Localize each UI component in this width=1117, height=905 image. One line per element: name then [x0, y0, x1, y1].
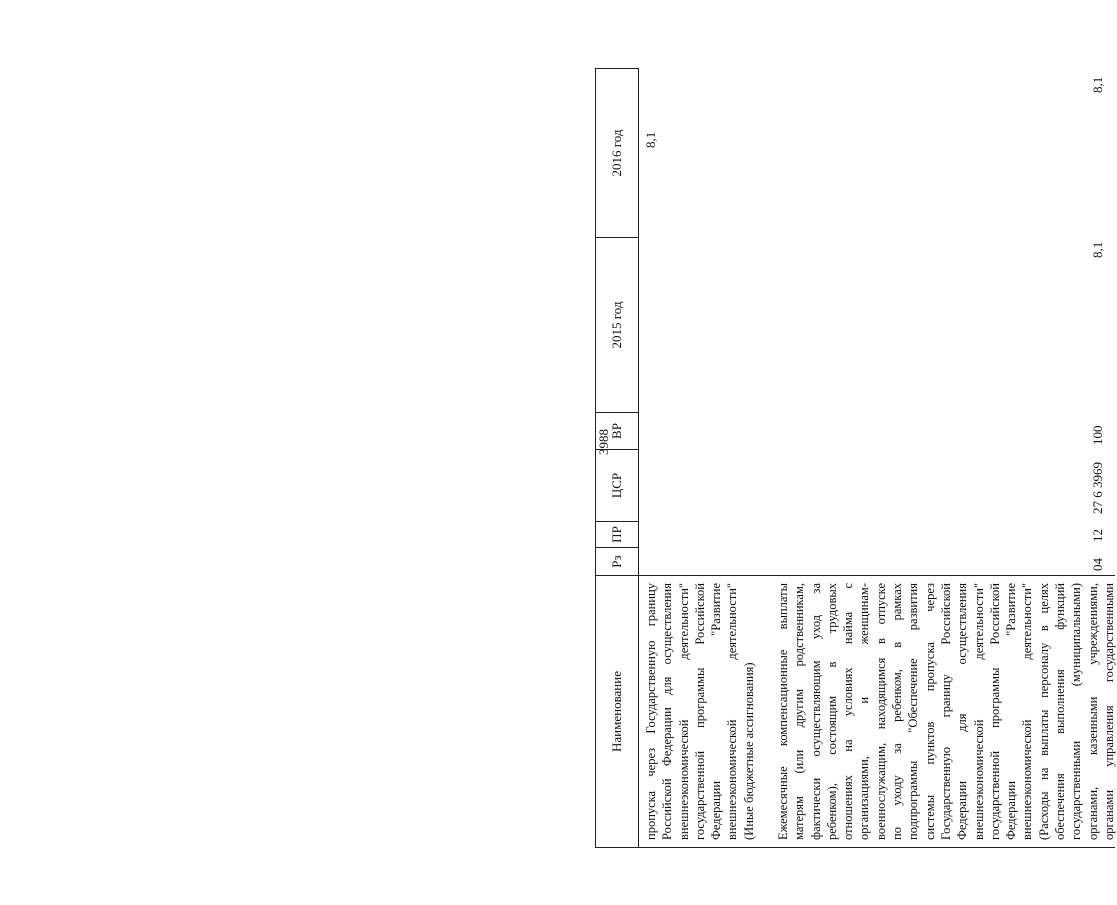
- row-1-line-1: пропуска через Государственную границу: [644, 583, 658, 840]
- row-2-line-11: Государственную границу Российской: [938, 583, 953, 840]
- row-2-line-21: органами управления государственными: [1101, 583, 1116, 840]
- header-vr: ВР: [596, 412, 638, 449]
- page-number: 3988: [596, 429, 611, 455]
- table-row-1-name: [643, 583, 757, 840]
- row-2-line-9: подпрограммы "Обеспечение развития: [906, 583, 921, 840]
- budget-table: [595, 68, 1115, 848]
- header-rz: Рз: [596, 547, 638, 575]
- row-2-value-pr: 12: [1090, 529, 1105, 542]
- table-body: [639, 68, 1115, 848]
- column-divider: [639, 575, 1115, 576]
- header-csr: ЦСР: [596, 449, 638, 521]
- row-1-line-5: Федерации "Развитие: [709, 583, 724, 840]
- row-2-line-15: Федерации "Развитие: [1004, 583, 1019, 840]
- table-row-2-name: [775, 583, 1117, 840]
- row-2-value-2016: 8,1: [1090, 76, 1105, 93]
- table-border-left: [639, 847, 1115, 848]
- row-2-value-vr: 100: [1090, 425, 1105, 445]
- row-1-line-7: (Иные бюджетные ассигнования): [741, 662, 756, 840]
- row-1-line-3: внешнеэкономической деятельности": [676, 583, 691, 840]
- header-2016: 2016 год: [609, 129, 624, 177]
- row-2-line-3: фактически осуществляющим уход за: [808, 583, 823, 840]
- row-2-value-2015: 8,1: [1090, 241, 1105, 258]
- header-2015: 2015 год: [596, 237, 638, 412]
- header-pr: ПР: [596, 521, 638, 547]
- row-2-line-19: государственными (муниципальными): [1069, 583, 1084, 840]
- row-1-line-4: государственной программы Российской: [692, 583, 707, 840]
- row-2-line-2: матерям (или другим родственникам,: [792, 583, 807, 840]
- header-name: Наименование: [596, 575, 638, 847]
- row-2-value-rz: 04: [1090, 558, 1105, 571]
- row-2-line-5: отношениях на условиях найма с: [841, 583, 856, 840]
- row-2-line-6: организациями, и женщинам-: [857, 583, 872, 840]
- table-header-row: [595, 68, 639, 848]
- row-2-line-18: обеспечения выполнения функций: [1053, 583, 1068, 840]
- row-2-line-17: (Расходы на выплаты персоналу в целях: [1036, 583, 1051, 840]
- row-2-line-10: системы пунктов пропуска через: [922, 583, 937, 840]
- row-2-line-7: военнослужащим, находящимся в отпуске: [873, 583, 888, 840]
- row-2-value-csr: 27 6 3969: [1090, 462, 1105, 514]
- row-2-line-16: внешнеэкономической деятельности": [1020, 583, 1035, 840]
- row-2-line-1: Ежемесячные компенсационные выплаты: [776, 583, 790, 840]
- row-1-line-6: внешнеэкономической деятельности": [725, 583, 740, 840]
- row-2-line-12: Федерации для осуществления: [955, 583, 970, 840]
- row-2-line-20: органами, казенными учреждениями,: [1085, 583, 1100, 840]
- row-2-line-13: внешнеэкономической деятельности": [971, 583, 986, 840]
- row-1-line-2: Российской Федерации для осуществления: [660, 583, 675, 840]
- row-1-value-2016: 8,1: [643, 131, 658, 148]
- row-2-line-8: по уходу за ребенком, в рамках: [890, 583, 905, 840]
- row-2-line-4: ребенком), состоящим в трудовых: [824, 583, 839, 840]
- row-2-line-14: государственной программы Российской: [987, 583, 1002, 840]
